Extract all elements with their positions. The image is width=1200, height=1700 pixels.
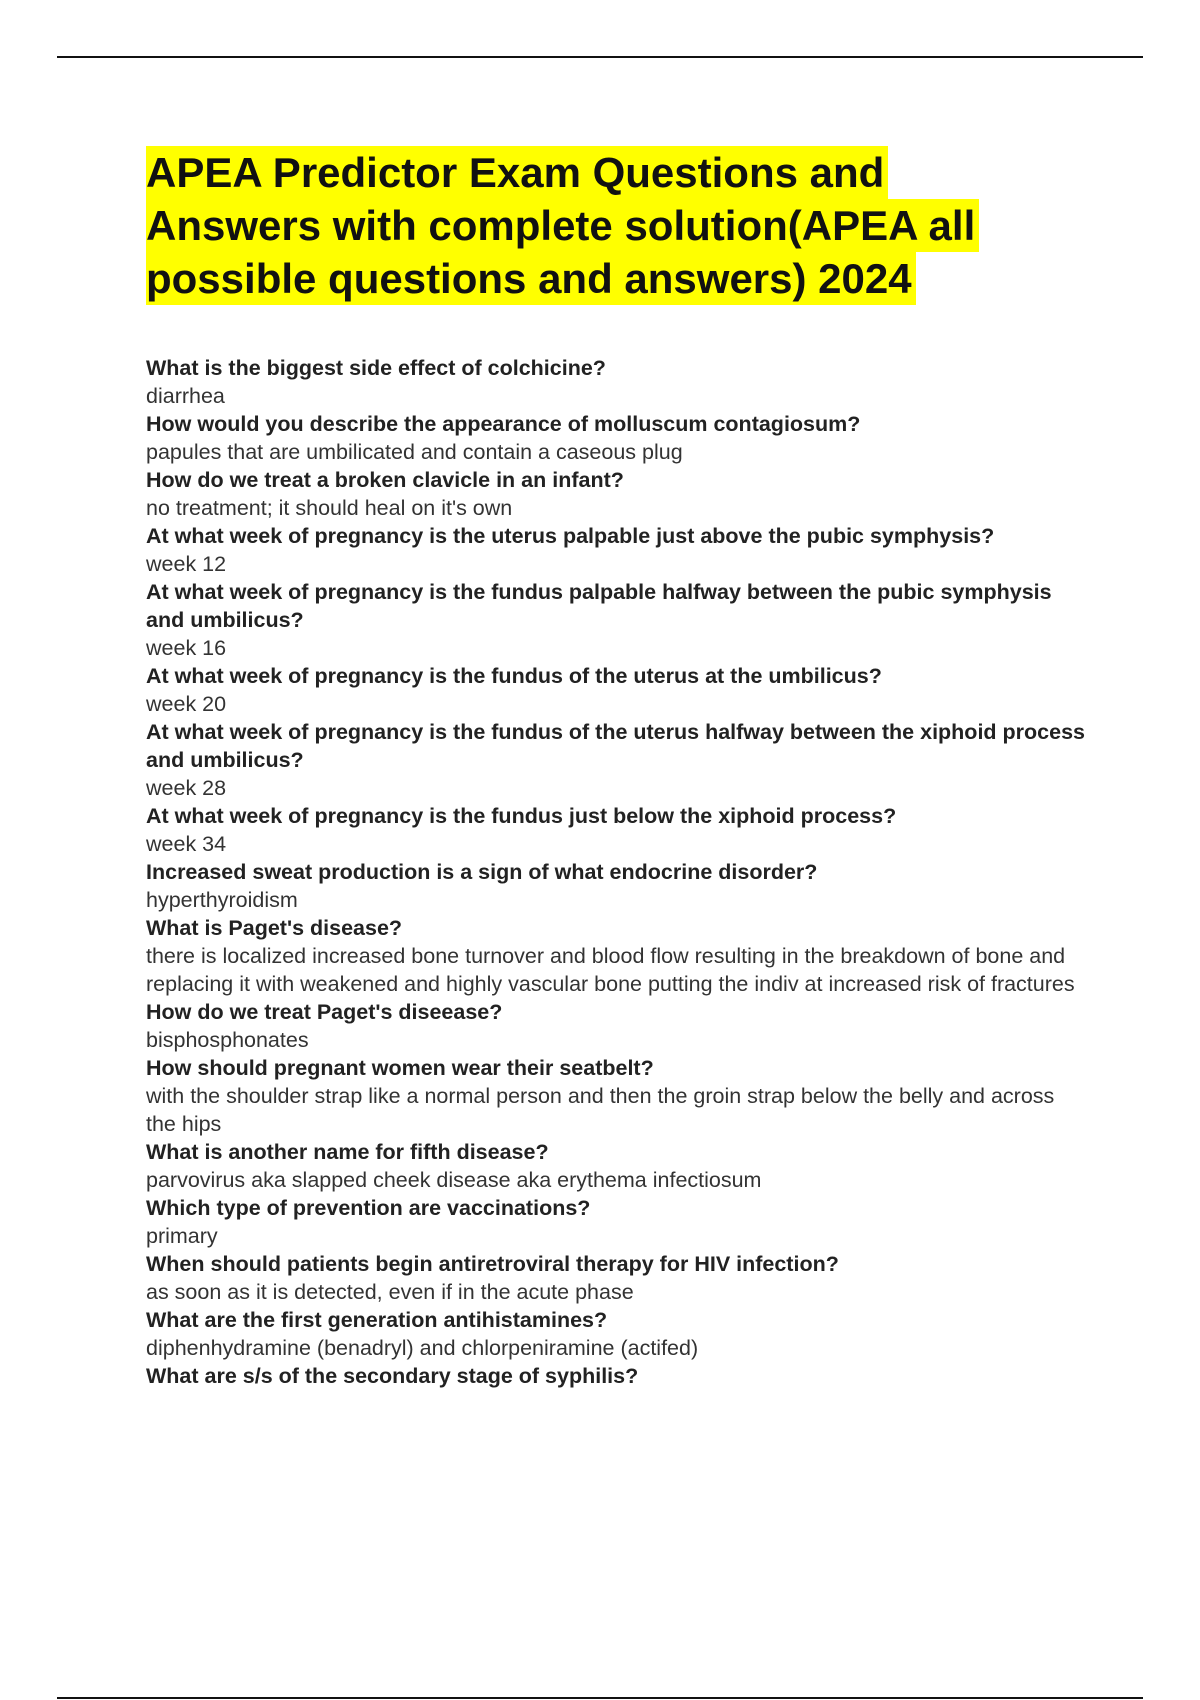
question-text: What are s/s of the secondary stage of syphilis? <box>146 1364 639 1388</box>
question-text: At what week of pregnancy is the fundus palpable halfway between the pubic symphysis and umbilicus? <box>146 580 1052 632</box>
answer-text: week 34 <box>146 832 227 856</box>
qa-item <box>146 466 1086 522</box>
question-text: What is the biggest side effect of colchicine? <box>146 356 606 380</box>
answer-text: bisphosphonates <box>146 1028 309 1052</box>
question-text: Increased sweat production is a sign of what endocrine disorder? <box>146 860 818 884</box>
question-text: At what week of pregnancy is the uterus palpable just above the pubic symphysis? <box>146 524 995 548</box>
answer-text: as soon as it is detected, even if in the acute phase <box>146 1280 634 1304</box>
answer-text: week 16 <box>146 636 227 660</box>
answer-text: diphenhydramine (benadryl) and chlorpeniramine (actifed) <box>146 1336 699 1360</box>
answer-text: there is localized increased bone turnover and blood flow resulting in the breakdown of bone and replacing it with weakened and highly vascular bone putting the indiv at increased risk of fractures <box>146 944 1075 996</box>
title-line: Answers with complete solution(APEA all <box>146 199 979 252</box>
qa-item <box>146 1362 1086 1390</box>
answer-text: parvovirus aka slapped cheek disease aka erythema infectiosum <box>146 1168 762 1192</box>
question-text: How would you describe the appearance of molluscum contagiosum? <box>146 412 861 436</box>
question-text: When should patients begin antiretroviral therapy for HIV infection? <box>146 1252 839 1276</box>
qa-item <box>146 410 1086 466</box>
qa-item <box>146 522 1086 578</box>
answer-text: week 12 <box>146 552 227 576</box>
question-text: How do we treat Paget's diseease? <box>146 1000 503 1024</box>
qa-item <box>146 858 1086 914</box>
question-text: At what week of pregnancy is the fundus of the uterus at the umbilicus? <box>146 664 882 688</box>
answer-text: primary <box>146 1224 218 1248</box>
qa-item <box>146 802 1086 858</box>
answer-text: papules that are umbilicated and contain a caseous plug <box>146 440 683 464</box>
qa-list <box>146 354 1086 1390</box>
bottom-rule <box>57 1697 1143 1699</box>
answer-text: diarrhea <box>146 384 225 408</box>
answer-text: hyperthyroidism <box>146 888 298 912</box>
answer-text: week 28 <box>146 776 227 800</box>
qa-item <box>146 1138 1086 1194</box>
qa-item <box>146 998 1086 1054</box>
answer-text: week 20 <box>146 692 227 716</box>
question-text: What is Paget's disease? <box>146 916 403 940</box>
title-line: possible questions and answers) 2024 <box>146 252 916 305</box>
question-text: At what week of pregnancy is the fundus of the uterus halfway between the xiphoid process and umbilicus? <box>146 720 1085 772</box>
question-text: What are the first generation antihistamines? <box>146 1308 608 1332</box>
qa-item <box>146 1250 1086 1306</box>
title-line: APEA Predictor Exam Questions and <box>146 146 888 199</box>
question-text: How do we treat a broken clavicle in an infant? <box>146 468 624 492</box>
top-rule <box>57 56 1143 58</box>
qa-item <box>146 354 1086 410</box>
question-text: What is another name for fifth disease? <box>146 1140 549 1164</box>
qa-item <box>146 718 1086 802</box>
question-text: How should pregnant women wear their seatbelt? <box>146 1056 654 1080</box>
qa-item <box>146 1306 1086 1362</box>
qa-item <box>146 1054 1086 1138</box>
qa-item <box>146 1194 1086 1250</box>
document-title <box>146 146 1046 305</box>
qa-item <box>146 662 1086 718</box>
question-text: Which type of prevention are vaccinations? <box>146 1196 591 1220</box>
question-text: At what week of pregnancy is the fundus just below the xiphoid process? <box>146 804 897 828</box>
qa-item <box>146 578 1086 662</box>
answer-text: with the shoulder strap like a normal person and then the groin strap below the belly and across the hips <box>146 1084 1055 1136</box>
answer-text: no treatment; it should heal on it's own <box>146 496 513 520</box>
qa-item <box>146 914 1086 998</box>
